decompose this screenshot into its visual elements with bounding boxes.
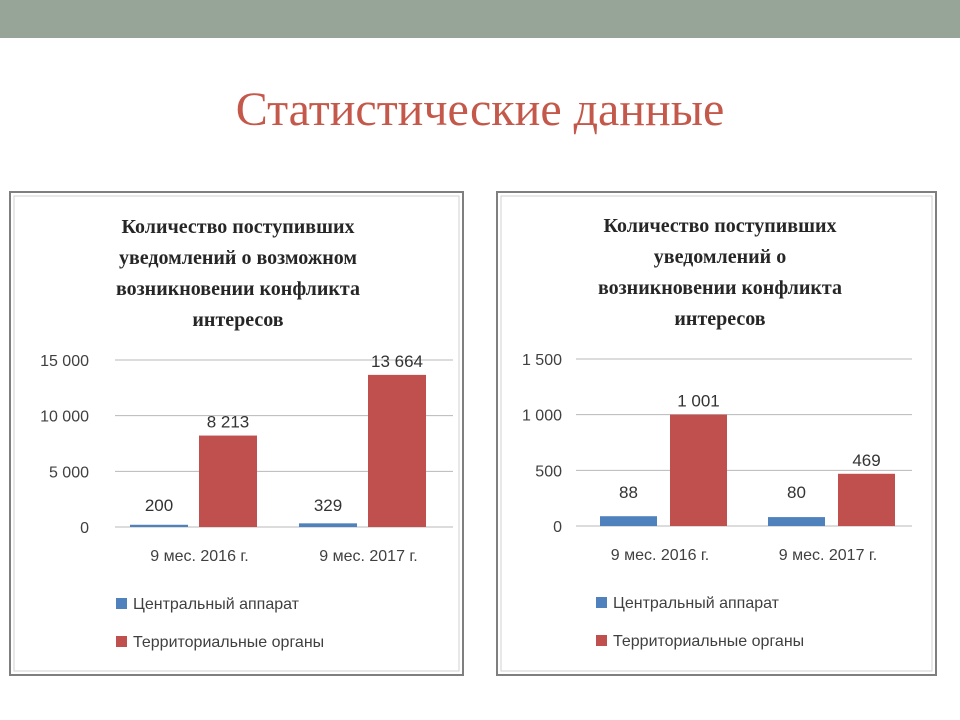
chart-title-line: уведомлений о [653, 246, 787, 268]
y-tick-label: 0 [80, 520, 89, 537]
x-tick-label: 9 мес. 2016 г. [610, 547, 710, 564]
bar [368, 375, 426, 527]
data-label: 200 [144, 496, 174, 515]
data-label: 88 [619, 483, 638, 502]
bar [670, 415, 727, 526]
x-tick-label: 9 мес. 2016 г. [150, 548, 249, 565]
bar [299, 523, 357, 527]
bar [199, 436, 257, 527]
data-label: 8 213 [206, 412, 250, 432]
chart-title-line: интересов [674, 308, 766, 330]
legend-label: Территориальные органы [133, 634, 325, 651]
legend-swatch [596, 635, 607, 646]
x-tick-label: 9 мес. 2017 г. [778, 547, 878, 564]
slide-title: Статистические данные [235, 83, 725, 136]
chart-left [9, 191, 464, 676]
chart-title-line: Количество поступивших [603, 215, 837, 237]
chart-title-line: уведомлений о возможном [119, 247, 357, 269]
y-tick-label: 500 [535, 463, 562, 481]
y-tick-label: 1 500 [521, 352, 562, 369]
bar [768, 517, 825, 526]
chart-right-panel [496, 191, 937, 676]
y-tick-label: 10 000 [40, 408, 89, 426]
legend-swatch [116, 598, 127, 609]
chart-title-line: Количество поступивших [121, 216, 355, 238]
data-label: 80 [787, 483, 806, 502]
data-label: 1 001 [677, 391, 720, 411]
bar [130, 525, 188, 527]
bar [600, 516, 657, 526]
x-tick-label: 9 мес. 2017 г. [319, 548, 418, 565]
chart-title-line: интересов [192, 309, 284, 331]
chart-left-panel [9, 191, 464, 676]
y-tick-label: 0 [553, 519, 562, 536]
bar [838, 474, 895, 526]
chart-title-line: возникновении конфликта [597, 277, 843, 299]
legend-label: Территориальные органы [613, 633, 805, 650]
y-tick-label: 1 000 [521, 407, 562, 425]
chart-title-line: возникновении конфликта [115, 278, 361, 300]
legend-label: Центральный аппарат [133, 596, 299, 613]
data-label: 469 [852, 450, 881, 470]
y-tick-label: 5 000 [48, 464, 89, 482]
legend-label: Центральный аппарат [613, 595, 779, 612]
header-bar [0, 0, 960, 38]
chart-right [496, 191, 937, 676]
data-label: 329 [313, 496, 343, 515]
legend-swatch [116, 636, 127, 647]
legend-swatch [596, 597, 607, 608]
data-label: 13 664 [371, 351, 423, 371]
y-tick-label: 15 000 [40, 353, 89, 370]
